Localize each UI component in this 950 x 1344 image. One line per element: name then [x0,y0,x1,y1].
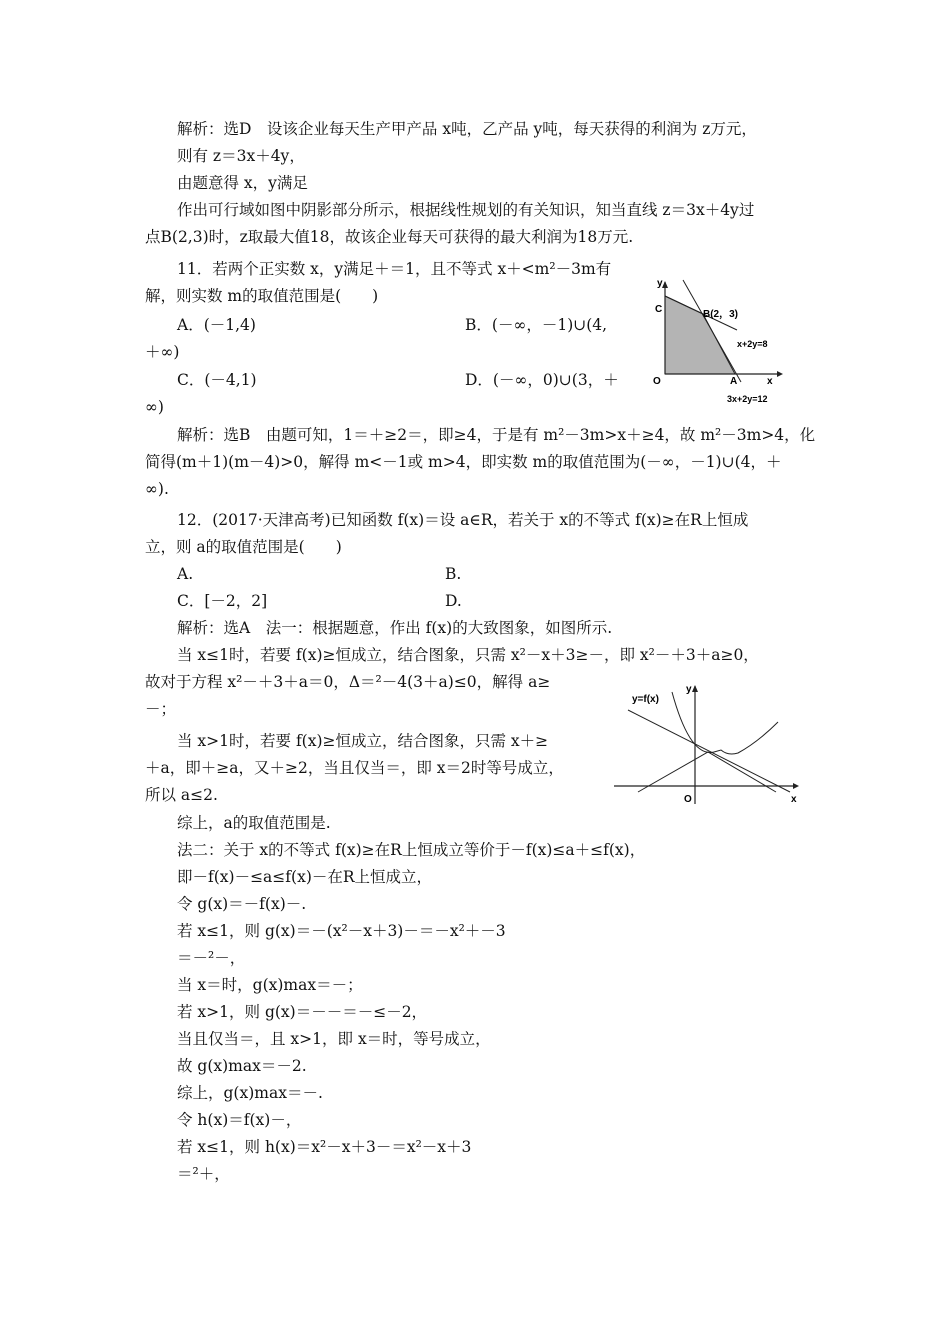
text-line: 若 x≤1，则 h(x)＝x²－x＋3－＝x²－x＋3 [177,1138,472,1156]
reference-line [628,710,790,792]
text-line: ＝－²－， [177,949,246,967]
text-line: 11．若两个正实数 x，y满足＋＝1，且不等式 x＋<m²－3m有 [177,260,612,278]
text-line: C．[－2，2] [177,592,268,610]
fig2-x-label: x [791,794,797,805]
text-line: 当 x＝时，g(x)max＝－； [177,976,363,994]
fig1-y-label: y [657,278,663,289]
text-line: 综上，g(x)max＝－. [177,1084,323,1102]
text-line: ∞) [145,398,164,416]
line1-label: x+2y=8 [737,339,768,349]
fig2-func-label: y=f(x) [632,694,659,705]
fig1-origin-label: O [653,376,661,387]
text-line: 故对于方程 x²－＋3＋a＝0，Δ＝²－4(3＋a)≤0，解得 a≥ [145,673,551,691]
text-line: 点B(2,3)时，z取最大值18，故该企业每天可获得的最大利润为18万元. [145,228,634,246]
text-line: 令 h(x)＝f(x)－， [177,1111,302,1129]
x-axis-arrow [777,371,783,377]
y-axis-arrow [662,281,668,288]
text-line: 解析：选D 设该企业每天生产甲产品 x吨，乙产品 y吨，每天获得的利润为 z万元， [177,120,757,138]
text-line: 作出可行域如图中阴影部分所示，根据线性规划的有关知识，知当直线 z＝3x＋4y过 [177,201,755,219]
text-line: D. [445,592,462,610]
f-x-curve [672,692,778,754]
point-b-label: B(2，3) [703,309,739,320]
text-line: ∞). [145,480,169,498]
shaded-feasible-region [665,296,735,374]
text-line: 若 x≤1，则 g(x)＝－(x²－x＋3)－＝－x²＋－3 [177,922,506,940]
text-line: ＝²＋， [177,1165,230,1183]
text-line: 当且仅当＝，且 x>1，即 x＝时，等号成立， [177,1030,491,1048]
text-line: 由题意得 x，y满足 [177,174,308,192]
text-line: －； [145,700,177,718]
text-line: D．(－∞，0)∪(3，＋ [465,371,619,389]
function-graph-figure [608,680,808,808]
text-line: 当 x≤1时，若要 f(x)≥恒成立，结合图象，只需 x²－x＋3≥－，即 x²－＋3＋a≥0， [177,646,759,664]
text-line: 所以 a≤2. [145,786,218,804]
fig2-y-label: y [686,684,692,695]
text-line: 令 g(x)＝－f(x)－. [177,895,307,913]
text-line: ＋∞) [145,343,180,361]
text-line: 若 x>1，则 g(x)＝－－＝－≤－2， [177,1003,428,1021]
text-line: C．(－4,1) [177,371,257,389]
text-line: 即－f(x)－≤a≤f(x)－在R上恒成立， [177,868,433,886]
text-line: 解析：选A 法一：根据题意，作出 f(x)的大致图象，如图所示. [177,619,613,637]
feasible-region-figure [645,272,795,407]
fig2-origin-label: O [684,794,692,805]
line2-label: 3x+2y=12 [727,394,768,404]
point-a-label: A [730,376,738,387]
text-line: 故 g(x)max＝－2. [177,1057,307,1075]
text-line: 解，则实数 m的取值范围是( ) [145,287,379,305]
y-axis-arrow [692,685,698,692]
text-line: 法二：关于 x的不等式 f(x)≥在R上恒成立等价于－f(x)≤a＋≤f(x)， [177,841,646,859]
text-line: A. [177,565,194,583]
text-line: 立，则 a的取值范围是( ) [145,538,342,556]
text-line: 简得(m＋1)(m－4)>0，解得 m<－1或 m>4，即实数 m的取值范围为(－∞，－1)∪(4，＋ [145,453,782,471]
x-axis-arrow [793,783,799,789]
text-line: 解析：选B 由题可知，1＝＋≥2＝，即≥4，于是有 m²－3m>x＋≥4，故 m²－3m>4，化 [177,426,816,444]
text-line: B．(－∞，－1)∪(4, [465,316,608,334]
text-line: 综上，a的取值范围是. [177,814,331,832]
text-line: A．(－1,4) [177,316,256,334]
text-line: 则有 z＝3x＋4y， [177,147,305,165]
fig1-x-label: x [767,376,773,387]
point-c-label: C [655,304,663,315]
text-line: 当 x>1时，若要 f(x)≥恒成立，结合图象，只需 x＋≥ [177,732,549,750]
text-line: 12．(2017·天津高考)已知函数 f(x)＝设 a∈R，若关于 x的不等式 f(x)≥在R上恒成 [177,511,749,529]
text-line: B. [445,565,462,583]
text-line: ＋a，即＋≥a，又＋≥2，当且仅当＝，即 x＝2时等号成立， [145,759,564,777]
